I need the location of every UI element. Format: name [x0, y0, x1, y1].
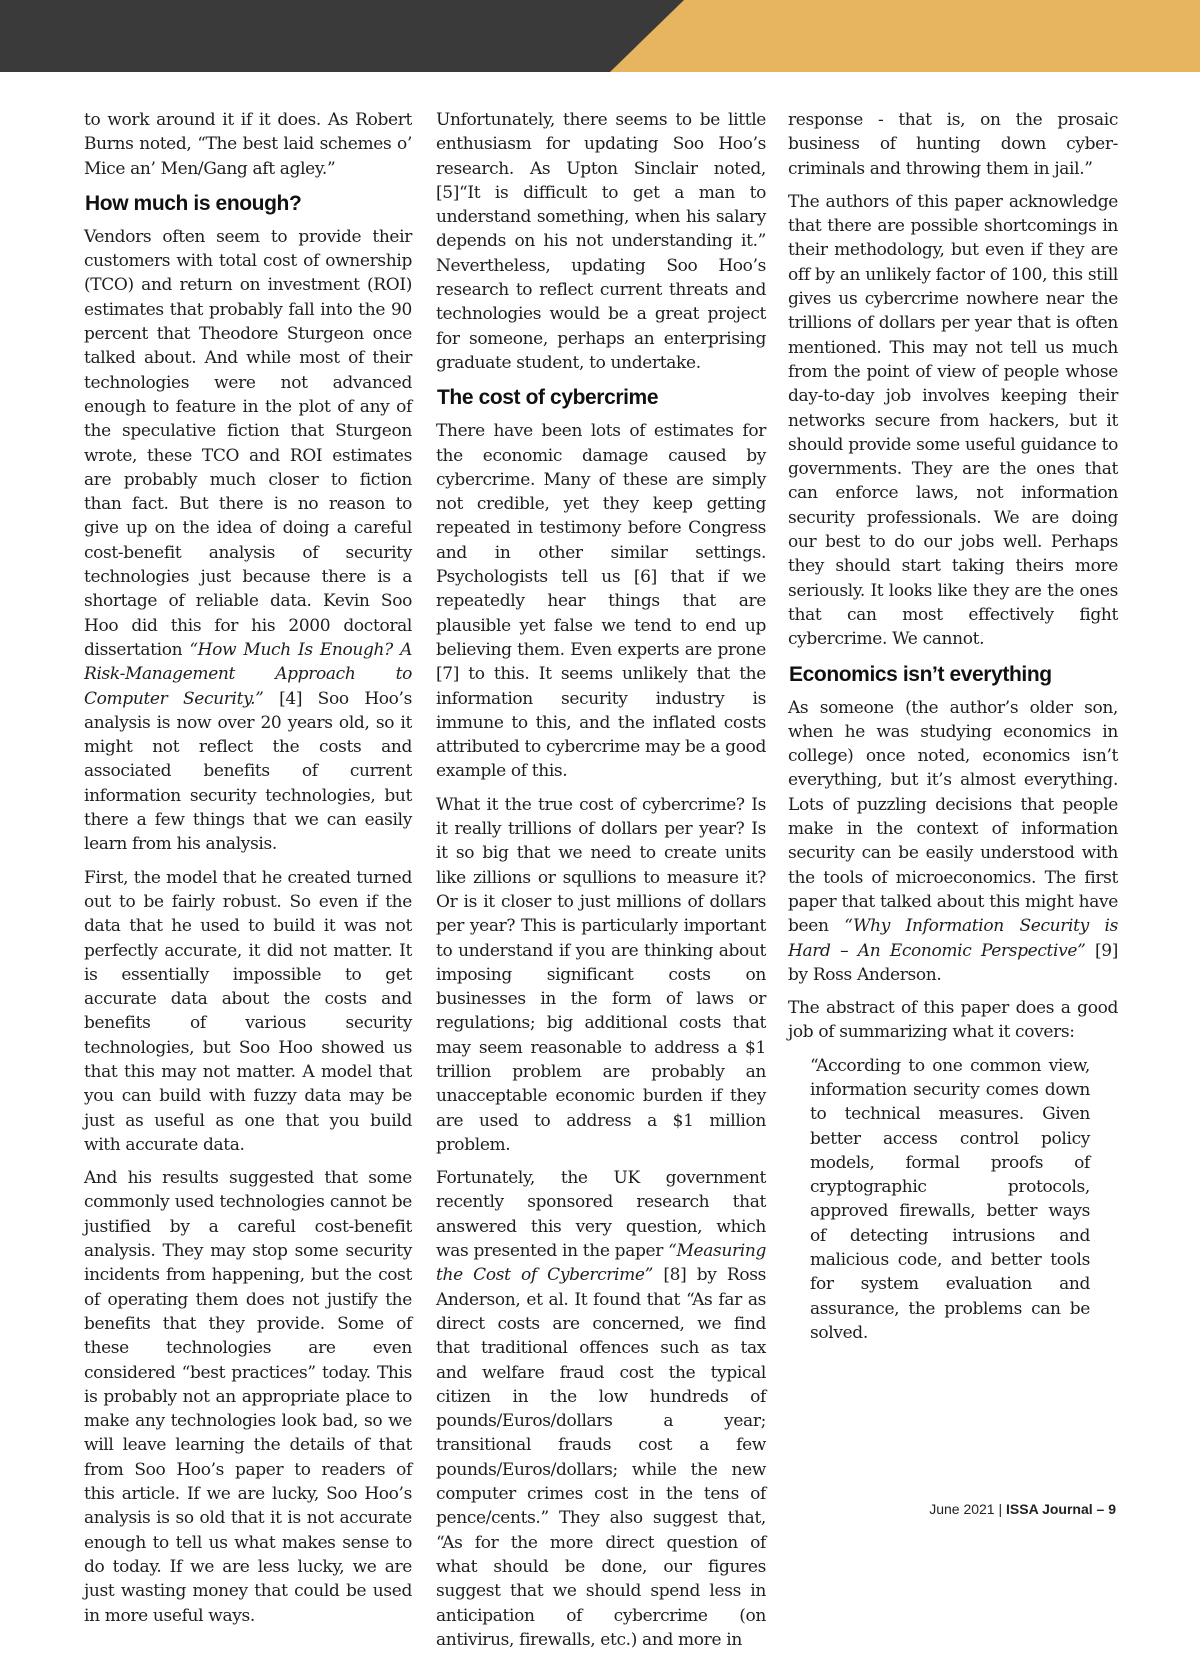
cited-title-dissertation: “How Much Is Enough? A Risk-Management Approach to Computer Security.” [84, 639, 412, 709]
section-heading-economics: Economics isn’t everything [789, 662, 1052, 686]
abstract-blockquote [810, 1054, 1090, 1346]
cited-title-why-infosec-hard: “Why Information Security is Hard – An Economic Perspective” [788, 916, 1118, 961]
paragraph: Unfortunately, there seems to be little enthusiasm for updating Soo Hoo’s research. As Upton Sinclair noted, [5]“It is difficult to get a man to understand something, when his salary depends on his not understanding it.” Nevertheless, updating Soo Hoo’s research to reflect current threats and technologies would be a great project for someone, perhaps an enterprising graduate student, to undertake. [436, 110, 766, 373]
header-banner [0, 0, 1200, 72]
paragraph: to work around it if it does. As Robert Burns noted, “The best laid schemes o’ Mice an’ Men/Gang aft agley.” [84, 110, 412, 179]
paragraph-text: [9] by Ross Anderson. [788, 940, 1118, 985]
paragraph-text: Vendors often seem to provide their customers with total cost of ownership (TCO) and return on investment (ROI) estimates that probably fall into the 90 percent that Theodore Sturgeon once talked about. And while most of their technologies were not advanced enough to feature in the plot of any of the speculative fiction that Sturgeon wrote, these TCO and ROI estimates are probably much closer to fiction than fact. But there is no reason to give up on the idea of doing a careful cost-benefit analysis of security technologies just because there is a shortage of reliable data. Kevin Soo Hoo did this for his 2000 doctoral dissertation [84, 226, 412, 660]
paragraph: First, the model that he created turned out to be fairly robust. So even if the data that he used to build it was not perfectly accurate, it did not matter. It is essentially impossible to get accurate data about the costs and benefits of various security technologies, but Soo Hoo showed us that this may not matter. A model that you can build with fuzzy data may be just as useful as one that you build with accurate data. [84, 867, 412, 1155]
cited-title-measuring-cost: “Measuring the Cost of Cybercrime” [436, 1241, 766, 1286]
section-heading-how-much-is-enough: How much is enough? [85, 191, 302, 215]
footer-date: June 2021 [929, 1501, 995, 1517]
paragraph [84, 225, 412, 857]
paragraph-text: Fortunately, the UK government recently sponsored research that answered this very question, which was presented in the paper [436, 1168, 766, 1262]
paragraph [436, 1166, 766, 1652]
quoted-finding: “As far as direct costs are concerned, we find that traditional offences such as tax and welfare fraud cost the typical citizen in the low hundreds of pounds/Euros/dollars a year; transitional frauds cost a few pounds/Euros/dollars; while the new computer crimes cost in the tens of pence/cents.” They also suggest that, “As for the more direct question of what should be done, our figures suggest that we should spend less in anticipation of cybercrime (on antivirus, firewalls, etc.) and more in [436, 1289, 766, 1650]
banner-gold-band [610, 0, 1200, 72]
paragraph: There have been lots of estimates for the economic damage caused by cybercrime. Many of these are simply not credible, yet they keep getting repeated in testimony before Congress and in other similar settings. Psychologists tell us [6] that if we repeatedly hear things that are plausible yet false we tend to end up believing them. Even experts are prone [7] to this. It seems unlikely that the information security industry is immune to this, and the inflated costs attributed to cybercrime may be a good example of this. [436, 421, 766, 782]
paragraph: What it the true cost of cybercrime? Is it really trillions of dollars per year? Is it so big that we need to create units like zillions or squllions to measure it? Or is it closer to just millions of dollars per year? This is particularly important to understand if you are thinking about imposing significant costs on businesses in the form of laws or regulations; big additional costs that may seem reasonable to address a $1 trillion problem are probably an unacceptable economic burden if they are used to address a $1 million problem. [436, 794, 766, 1155]
paragraph: And his results suggested that some commonly used technologies cannot be justified by a careful cost-benefit analysis. They may stop some security incidents from happening, but the cost of operating them does not justify the benefits that they provide. Some of these technologies are even considered “best practices” today. This is probably not an appropriate place to make any technologies look bad, so we will leave learning the details of that from Soo Hoo’s paper to readers of this article. If we are lucky, Soo Hoo’s analysis is so old that it is not accurate enough to tell us what makes sense to do today. If we are less lucky, we are just wasting money that could be used in more useful ways. [84, 1168, 412, 1626]
footer-journal-page: ISSA Journal – 9 [1006, 1501, 1116, 1517]
paragraph-text: [8] by Ross Anderson, et al. It found that [436, 1265, 766, 1310]
footer-separator: | [998, 1501, 1003, 1517]
paragraph: response - that is, on the prosaic business of hunting down cyber-criminals and throwing them in jail.” [788, 110, 1118, 179]
paragraph [788, 696, 1118, 988]
column-1 [84, 108, 412, 1637]
paragraph-text: [4] Soo Hoo’s analysis is now over 20 years old, so it might not reflect the costs and associated benefits of current information security technologies, but there a few things that we can easily learn from his analysis. [84, 688, 412, 855]
blockquote-text: “According to one common view, information security comes down to technical measures. Given better access control policy models, formal proofs of cryptographic protocols, approved firewalls, better ways of detecting intrusions and malicious code, and better tools for system evaluation and assurance, the problems can be solved. [810, 1055, 1090, 1343]
page-footer [929, 1501, 1116, 1517]
column-3 [788, 108, 1118, 1345]
paragraph: The authors of this paper acknowledge that there are possible shortcomings in their methodology, but even if they are off by an unlikely factor of 100, this still gives us cybercrime nowhere near the trillions of dollars per year that is often mentioned. This may not tell us much from the point of view of people whose day-to-day job involves keeping their networks secure from hackers, but it should provide some useful guidance to governments. They are the ones that can enforce laws, not information security professionals. We are doing our best to do our jobs well. Perhaps they should start taking theirs more seriously. It looks like they are the ones that can most effectively fight cybercrime. We cannot. [788, 191, 1118, 650]
section-heading-cost-of-cybercrime: The cost of cybercrime [437, 386, 659, 410]
paragraph-text: As someone (the author’s older son, when he was studying economics in college) once noted, economics isn’t everything, but it’s almost everything. Lots of puzzling decisions that people make in the context of information security can be easily understood with the tools of microeconomics. The first paper that talked about this might have been [788, 697, 1118, 937]
paragraph: The abstract of this paper does a good job of summarizing what it covers: [788, 998, 1118, 1043]
column-2 [436, 108, 766, 1661]
